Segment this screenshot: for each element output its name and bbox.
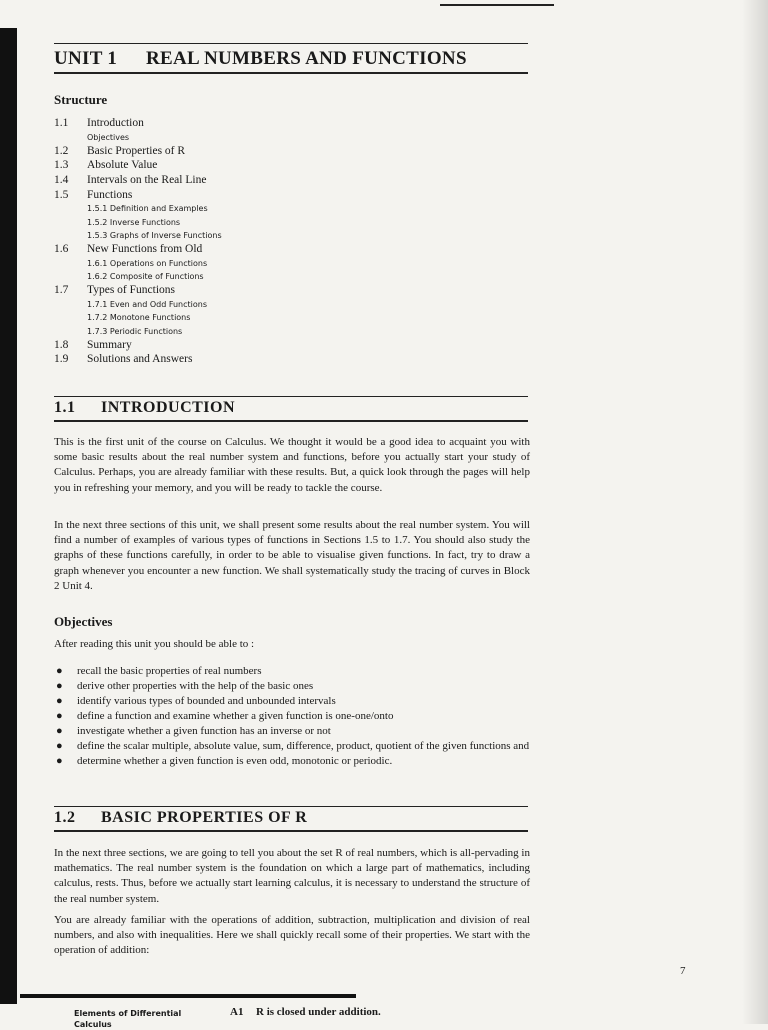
section-rule-top — [54, 396, 528, 397]
toc-number: 1.5 — [54, 188, 69, 201]
toc-text: Objectives — [87, 132, 130, 142]
bullet-icon: ● — [56, 695, 63, 707]
bullet-icon: ● — [56, 755, 63, 767]
axiom-a1 — [230, 1006, 381, 1018]
objectives-heading: Objectives — [54, 614, 113, 629]
section-title: INTRODUCTION — [101, 399, 236, 416]
objective-text: determine whether a given function is even odd, monotonic or periodic. — [77, 755, 393, 767]
objective-item — [54, 694, 530, 709]
page-number: 7 — [680, 965, 686, 977]
toc-text: Types of Functions — [87, 284, 175, 297]
toc-number: 1.3 — [54, 159, 69, 172]
scan-edge-shade — [742, 0, 768, 1024]
objective-item — [54, 679, 530, 694]
axiom-text: R is closed under addition. — [256, 1006, 381, 1018]
toc-subentry — [54, 257, 354, 270]
toc-number: 1.7 — [54, 284, 69, 297]
toc-entry — [54, 338, 354, 353]
section-number: 1.2 — [54, 809, 76, 826]
toc-text: 1.6.2 Composite of Functions — [87, 272, 204, 282]
toc-text: 1.7.2 Monotone Functions — [87, 313, 191, 323]
toc-entry — [54, 242, 354, 257]
toc-text: Basic Properties of R — [87, 144, 186, 157]
toc-number: 1.8 — [54, 338, 69, 351]
toc-text: Intervals on the Real Line — [87, 174, 207, 187]
basic-paragraph-1: In the next three sections, we are going to tell you about the set R of real numbers, which is all-pervading in mathematics. The real number system is the foundation on which a large part of mathematics, including calculus, rests. Thus, before we actually start learning calculus, it is necessary to understand the structure of the real number system. — [54, 847, 530, 905]
bullet-icon: ● — [56, 665, 63, 677]
section-heading-basic-properties — [54, 809, 307, 827]
toc-subentry — [54, 270, 354, 283]
book-title-line-1: Elements of Differential — [74, 1009, 182, 1018]
toc-number: 1.9 — [54, 353, 69, 366]
toc-text: Summary — [87, 338, 132, 351]
unit-title: REAL NUMBERS AND FUNCTIONS — [146, 48, 467, 69]
objectives-list — [54, 664, 530, 769]
toc-entry — [54, 144, 354, 159]
toc-text: 1.6.1 Operations on Functions — [87, 258, 208, 268]
toc-text: 1.5.2 Inverse Functions — [87, 217, 181, 227]
toc-entry — [54, 116, 354, 131]
toc-number: 1.4 — [54, 174, 69, 187]
objective-text: investigate whether a given function has an inverse or not — [77, 725, 331, 737]
unit-rule-bottom — [54, 72, 528, 74]
toc-text: Solutions and Answers — [87, 353, 193, 366]
toc-subentry — [54, 298, 354, 311]
objective-item — [54, 724, 530, 739]
footer-rule — [20, 994, 356, 998]
toc-number: 1.6 — [54, 243, 69, 256]
toc-subentry — [54, 325, 354, 338]
toc-text: Functions — [87, 188, 133, 201]
objective-item — [54, 664, 530, 679]
section-rule-top — [54, 806, 528, 807]
book-title-line-2: Calculus — [74, 1020, 112, 1029]
scan-binding-shadow — [0, 28, 17, 1004]
toc-text: New Functions from Old — [87, 243, 203, 256]
unit-number: UNIT 1 — [54, 48, 118, 69]
unit-heading — [54, 48, 534, 70]
section-rule-bottom — [54, 830, 528, 832]
bullet-icon: ● — [56, 680, 63, 692]
axiom-label: A1 — [230, 1006, 244, 1018]
toc-text: 1.5.1 Definition and Examples — [87, 204, 208, 214]
table-of-contents — [54, 116, 354, 367]
objective-text: define the scalar multiple, absolute value, sum, difference, product, quotient of the given functions and — [77, 740, 530, 752]
toc-text: 1.7.1 Even and Odd Functions — [87, 299, 208, 309]
objective-text: define a function and examine whether a given function is one-one/onto — [77, 710, 394, 722]
toc-subentry — [54, 202, 354, 215]
objective-item — [54, 754, 530, 769]
scan-top-mark — [440, 4, 554, 6]
objective-item — [54, 709, 530, 724]
section-number: 1.1 — [54, 399, 76, 416]
section-title: BASIC PROPERTIES OF R — [101, 809, 308, 826]
toc-entry — [54, 352, 354, 367]
bullet-icon: ● — [56, 710, 63, 722]
toc-entry — [54, 188, 354, 203]
objective-text: recall the basic properties of real numbers — [77, 665, 262, 677]
toc-number: 1.2 — [54, 144, 69, 157]
objective-text: derive other properties with the help of the basic ones — [77, 680, 314, 692]
intro-paragraph-2: In the next three sections of this unit, we shall present some results about the real number system. You will find a number of examples of various types of functions in Sections 1.5 to 1.7. You should also study the graphs of these functions carefully, in order to be able to visualise given functions. In fact, try to draw a graph whenever you encounter a new function. We shall systematically study the tracing of curves in Block 2 Unit 4. — [54, 519, 530, 592]
structure-heading: Structure — [54, 92, 108, 107]
toc-text: 1.5.3 Graphs of Inverse Functions — [87, 230, 222, 240]
toc-text: 1.7.3 Periodic Functions — [87, 326, 183, 336]
section-heading-introduction — [54, 399, 235, 417]
bullet-icon: ● — [56, 740, 63, 752]
intro-paragraph-1: This is the first unit of the course on Calculus. We thought it would be a good idea to acquaint you with some basic results about the real number system and functions, before you actually start your study of Calculus. Perhaps, you are already familiar with these results. But, a quick look through the pages will help you in refreshing your memory, and you will be ready to tackle the course. — [54, 436, 530, 494]
running-footer — [74, 1008, 181, 1030]
toc-subentry — [54, 229, 354, 242]
toc-entry — [54, 158, 354, 173]
bullet-icon: ● — [56, 725, 63, 737]
toc-number: 1.1 — [54, 117, 69, 129]
unit-rule-top — [54, 43, 528, 44]
toc-text: Absolute Value — [87, 159, 158, 172]
toc-entry — [54, 173, 354, 188]
toc-subentry — [54, 311, 354, 324]
toc-subentry — [54, 131, 354, 144]
basic-paragraph-2: You are already familiar with the operations of addition, subtraction, multiplication and division of real numbers, and also with inequalities. Here we shall quickly recall some of their properties. We start with the operation of addition: — [54, 914, 530, 957]
toc-entry — [54, 283, 354, 298]
toc-text: Introduction — [87, 117, 144, 129]
toc-subentry — [54, 216, 354, 229]
objective-item — [54, 739, 530, 754]
section-rule-bottom — [54, 420, 528, 422]
objectives-intro: After reading this unit you should be able to : — [54, 638, 255, 650]
objective-text: identify various types of bounded and unbounded intervals — [77, 695, 336, 707]
